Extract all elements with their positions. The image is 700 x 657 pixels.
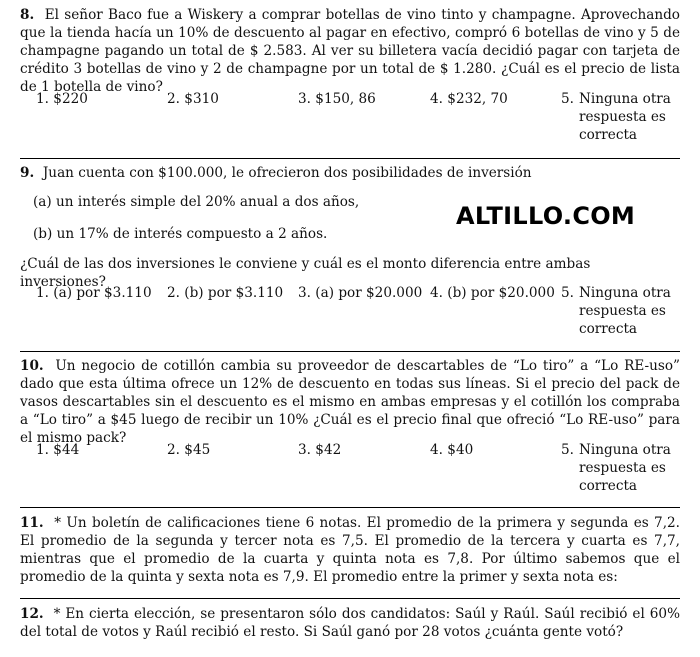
option-5-index: 5. — [561, 91, 574, 107]
question-number: 10. — [20, 358, 44, 374]
item-a: (a) un interés simple del 20% anual a dos años, — [33, 194, 360, 210]
divider — [20, 158, 680, 159]
option-4: 4. $232, 70 — [430, 91, 508, 107]
question-text: * Un boletín de calificaciones tiene 6 notas. El promedio de la primera y segunda es 7,2. El promedio de la segunda y tercer nota es 7,5. El promedio de la tercera y cuarta es 7,7, mientras que el promedio de la cuarta y quinta nota es 7,8. Por último sabemos que el promedio de la quinta y sexta nota es 7,9. El promedio entre la primer y sexta nota es: — [20, 515, 680, 585]
question-9-options — [36, 284, 680, 344]
watermark: ALTILLO.COM — [456, 202, 636, 230]
option-4: 4. $40 — [430, 442, 474, 458]
option-1: 1. $44 — [36, 442, 80, 458]
question-12-body — [20, 605, 680, 641]
option-5-text: Ninguna otra respuesta es correcta — [579, 91, 671, 143]
question-number: 12. — [20, 606, 44, 622]
option-4: 4. (b) por $20.000 — [430, 285, 555, 301]
option-5-text: Ninguna otra respuesta es correcta — [579, 285, 671, 337]
option-1: 1. (a) por $3.110 — [36, 285, 152, 301]
question-8 — [20, 6, 680, 96]
question-text: El señor Baco fue a Wiskery a comprar botellas de vino tinto y champagne. Aprovechando que la tienda hacía un 10% de descuento al pagar en efectivo, compró 6 botellas de vino y 5 de champagne pagando un total de $ 2.583. Al ver su billetera vacía decidió pagar con tarjeta de crédito 3 botellas de vino y 2 de champagne por un total de $ 1.280. ¿Cuál es el precio de lista de 1 botella de vino? — [20, 7, 680, 95]
question-number: 11. — [20, 515, 44, 531]
question-text: Un negocio de cotillón cambia su proveedor de descartables de “Lo tiro” a “Lo RE-uso” dado que esta última ofrece un 12% de descuento en todas sus líneas. Si el precio del pack de vasos descartables sin el descuento es el mismo en ambas empresas y el cotillón los compraba a “Lo tiro” a $45 luego de recibir un 10% ¿Cuál es el precio final que ofreció “Lo RE-uso” para el mismo pack? — [20, 358, 680, 446]
option-3: 3. $42 — [298, 442, 342, 458]
option-3: 3. $150, 86 — [298, 91, 376, 107]
question-9-body — [20, 164, 680, 182]
divider — [20, 507, 680, 508]
question-9 — [20, 164, 680, 182]
question-8-options — [36, 90, 680, 150]
option-2: 2. $310 — [167, 91, 219, 107]
question-12 — [20, 605, 680, 641]
question-number: 8. — [20, 7, 35, 23]
question-9-prompt: ¿Cuál de las dos inversiones le conviene y cuál es el monto diferencia entre ambas inversiones? — [20, 256, 591, 290]
option-3: 3. (a) por $20.000 — [298, 285, 423, 301]
divider — [20, 351, 680, 352]
option-1: 1. $220 — [36, 91, 88, 107]
question-text: * En cierta elección, se presentaron sólo dos candidatos: Saúl y Raúl. Saúl recibió el 60% del total de votos y Raúl recibió el resto. Si Saúl ganó por 28 votos ¿cuánta gente votó? — [20, 606, 680, 640]
question-10-body — [20, 357, 680, 447]
option-2: 2. (b) por $3.110 — [167, 285, 284, 301]
option-2: 2. $45 — [167, 442, 211, 458]
question-text: Juan cuenta con $100.000, le ofrecieron dos posibilidades de inversión — [42, 165, 532, 181]
question-10-options — [36, 441, 680, 501]
option-5-index: 5. — [561, 442, 574, 458]
question-number: 9. — [20, 165, 35, 181]
divider — [20, 598, 680, 599]
question-10 — [20, 357, 680, 447]
option-5-index: 5. — [561, 285, 574, 301]
question-11 — [20, 514, 680, 586]
question-8-body — [20, 6, 680, 96]
question-11-body — [20, 514, 680, 586]
option-5-text: Ninguna otra respuesta es correcta — [579, 442, 671, 494]
item-b: (b) un 17% de interés compuesto a 2 años. — [33, 226, 328, 242]
